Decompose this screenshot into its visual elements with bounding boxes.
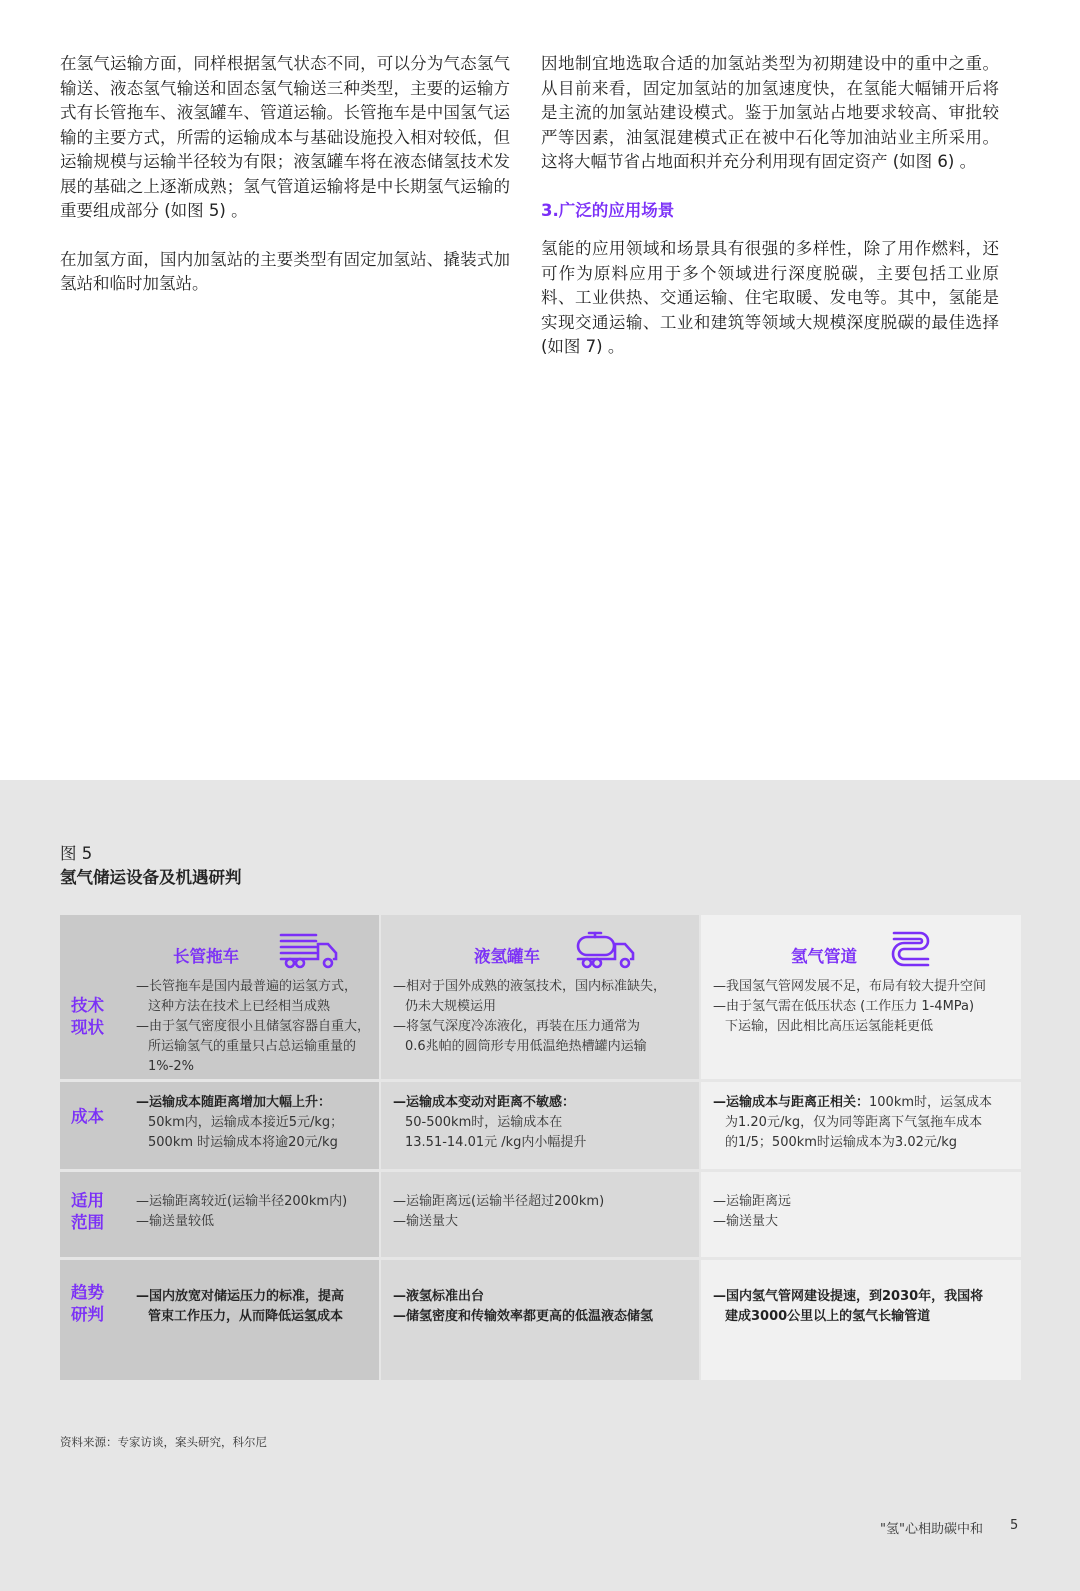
row-divider <box>60 1169 1021 1172</box>
pipeline-icon <box>890 929 932 971</box>
paragraph-station-types: 因地制宜地选取合适的加氢站类型为初期建设中的重中之重。从目前来看，固定加氢站的加氢速度快，在氢能大幅铺开后将是主流的加氢站建设模式。鉴于加氢站占地要求较高、审批较严等因素，油氢混建模式正在被中石化等加油站业主所采用。这将大幅节省占地面积并充分利用现有固定资产 (如图 6) 。 <box>541 54 999 171</box>
tube-trailer-truck-icon <box>278 930 340 970</box>
page-number: 5 <box>1010 1518 1019 1533</box>
right-column <box>541 52 999 384</box>
paragraph-refueling: 在加氢方面，国内加氢站的主要类型有固定加氢站、撬装式加氢站和临时加氢站。 <box>60 249 510 293</box>
row-label-scope: 适用 范围 <box>71 1191 104 1232</box>
row-label-cost: 成本 <box>71 1107 104 1126</box>
cell-cost-tube-trailer: —运输成本随距离增加大幅上升： 50km内，运输成本接近5元/kg； 500km 时运输成本将逾20元/kg <box>136 1095 344 1150</box>
cell-tech-tube-trailer: —长管拖车是国内最普遍的运氢方式， 这种方法在技术上已经相当成熟 —由于氢气密度很小且储氢容器自重大， 所运输氢气的重量只占总运输重量的 1%-2% <box>136 979 371 1074</box>
left-column <box>60 52 510 321</box>
section-heading: 3.广泛的应用场景 <box>541 200 675 220</box>
cell-scope-liquid-tanker: —运输距离远(运输半径超过200km) —输送量大 <box>393 1194 605 1229</box>
figure-label: 图 5 <box>60 844 93 863</box>
paragraph-applications: 氢能的应用领域和场景具有很强的多样性，除了用作燃料，还可作为原料应用于多个领域进行深度脱碳，主要包括工业原料、工业供热、交通运输、住宅取暖、发电等。其中，氢能是实现交通运输、工业和建筑等领域大规模深度脱碳的最佳选择 (如图 7) 。 <box>541 239 999 356</box>
cell-scope-tube-trailer: —运输距离较近(运输半径200km内) —输送量较低 <box>136 1194 348 1229</box>
row-divider <box>60 1079 1021 1082</box>
cell-trend-tube-trailer: —国内放宽对储运压力的标准，提高 管束工作压力，从而降低运氢成本 <box>136 1289 345 1324</box>
tanker-truck-icon <box>575 930 637 970</box>
figure-source: 资料来源：专家访谈，案头研究，科尔尼 <box>60 1435 267 1449</box>
figure-section <box>0 780 1080 1591</box>
cell-tech-liquid-tanker: —相对于国外成熟的液氢技术，国内标准缺失， 仍未大规模运用 —将氢气深度冷冻液化，再装在压力通常为 0.6兆帕的圆筒形专用低温绝热槽罐内运输 <box>393 979 667 1054</box>
column-divider <box>699 915 701 1380</box>
cell-cost-pipeline: —运输成本与距离正相关：100km时，运氢成本 为1.20元/kg，仅为同等距离下气氢拖车成本 的1/5；500km时运输成本为3.02元/kg <box>713 1095 993 1150</box>
paragraph-transport: 在氢气运输方面，同样根据氢气状态不同，可以分为气态氢气输送、液态氢气输送和固态氢气输送三种类型，主要的运输方式有长管拖车、液氢罐车、管道运输。长管拖车是中国氢气运输的主要方式，所需的运输成本与基础设施投入相对较低，但运输规模与运输半径较为有限；液氢罐车将在液态储氢技术发展的基础之上逐渐成熟；氢气管道运输将是中长期氢气运输的重要组成部分 (如图 5) 。 <box>60 54 510 220</box>
column-title-pipeline: 氢气管道 <box>791 947 857 966</box>
row-label-trend: 趋势 研判 <box>71 1283 104 1324</box>
cell-scope-pipeline: —运输距离远 —输送量大 <box>713 1194 792 1229</box>
figure-title: 氢气储运设备及机遇研判 <box>60 868 242 887</box>
cell-tech-pipeline: —我国氢气管网发展不足，布局有较大提升空间 —由于氢气需在低压状态 (工作压力 1-4MPa) 下运输，因此相比高压运氢能耗更低 <box>713 979 987 1034</box>
footer-title: "氢"心相助碳中和 <box>880 1522 983 1537</box>
cell-trend-liquid-tanker: —液氢标准出台 —储氢密度和传输效率都更高的低温液态储氢 <box>393 1289 654 1324</box>
row-divider <box>60 1257 1021 1260</box>
column-title-liquid-tanker: 液氢罐车 <box>474 947 540 966</box>
cell-cost-liquid-tanker: —运输成本变动对距离不敏感： 50-500km时，运输成本在 13.51-14.01元 /kg内小幅提升 <box>393 1095 587 1150</box>
comparison-table <box>60 915 1021 1380</box>
cell-trend-pipeline: —国内氢气管网建设提速，到2030年，我国将 建成3000公里以上的氢气长输管道 <box>713 1289 984 1324</box>
column-title-tube-trailer: 长管拖车 <box>173 947 239 966</box>
row-label-tech-status: 技术 现状 <box>71 996 104 1037</box>
article-body <box>0 0 1080 780</box>
